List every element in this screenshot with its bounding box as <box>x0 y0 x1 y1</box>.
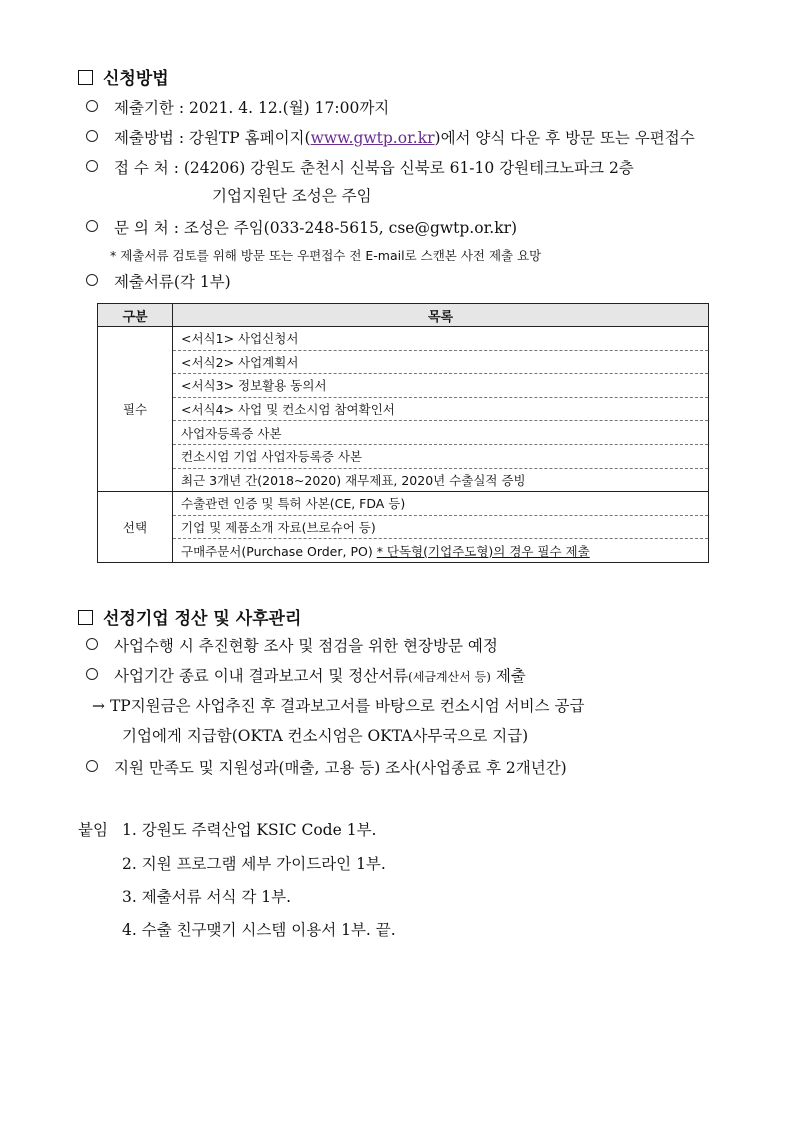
documents-label: 제출서류(각 1부) <box>114 273 231 291</box>
category-required: 필수 <box>98 327 173 492</box>
circle-bullet-icon <box>86 160 98 172</box>
table-row <box>98 397 709 421</box>
table-row <box>98 539 709 563</box>
settlement-item <box>86 756 567 778</box>
method-line <box>86 126 695 148</box>
method-text-after: )에서 양식 다운 후 방문 또는 우편접수 <box>434 129 695 147</box>
arrow-text-continued: 기업에게 지급함(OKTA 컨소시엄은 OKTA사무국으로 지급) <box>122 727 529 745</box>
section-heading-settlement <box>78 604 301 629</box>
reception-address: (24206) 강원도 춘천시 신북읍 신북로 61-10 강원테크노파크 2층 <box>183 159 634 177</box>
settlement-text: 지원 만족도 및 지원성과(매출, 고용 등) 조사(사업종료 후 2개년간) <box>114 759 567 777</box>
settlement-text-small: (세금계산서 등) <box>408 670 491 684</box>
table-row <box>98 515 709 539</box>
arrow-line <box>92 694 584 716</box>
table-row <box>98 421 709 445</box>
table-row <box>98 350 709 374</box>
attachment-item: 2. 지원 프로그램 세부 가이드라인 1부. <box>122 855 386 873</box>
homepage-link[interactable]: www.gwtp.or.kr <box>310 129 435 147</box>
circle-bullet-icon <box>86 274 98 286</box>
settlement-item <box>86 664 526 686</box>
settlement-item <box>86 634 498 656</box>
attachment-item: 1. 강원도 주력산업 KSIC Code 1부. <box>122 821 377 839</box>
inquiry-value: 조성은 주임(033-248-5615, cse@gwtp.or.kr) <box>183 219 518 237</box>
table-row <box>98 468 709 492</box>
document-item: <서식1> 사업신청서 <box>173 327 709 351</box>
po-text: 구매주문서(Purchase Order, PO) <box>181 543 377 559</box>
document-item: <서식4> 사업 및 컨소시엄 참여확인서 <box>173 397 709 421</box>
section-heading-application <box>78 64 169 89</box>
circle-bullet-icon <box>86 220 98 232</box>
document-item: 최근 3개년 간(2018~2020) 재무제표, 2020년 수출실적 증빙 <box>173 468 709 492</box>
document-item: 기업 및 제품소개 자료(브로슈어 등) <box>173 515 709 539</box>
deadline-line <box>86 96 389 118</box>
inquiry-line <box>86 216 517 238</box>
circle-bullet-icon <box>86 760 98 772</box>
circle-bullet-icon <box>86 100 98 112</box>
checkbox-square-icon <box>78 70 93 85</box>
document-item: 수출관련 인증 및 특허 사본(CE, FDA 등) <box>173 492 709 516</box>
table-row <box>98 327 709 351</box>
document-item: <서식2> 사업계획서 <box>173 350 709 374</box>
settlement-text: 사업기간 종료 이내 결과보고서 및 정산서류 <box>114 667 409 685</box>
category-optional: 선택 <box>98 492 173 563</box>
section-title: 선정기업 정산 및 사후관리 <box>103 609 302 629</box>
document-item: <서식3> 정보활용 동의서 <box>173 374 709 398</box>
deadline-value: 2021. 4. 12.(월) 17:00까지 <box>188 99 390 117</box>
arrow-icon: → <box>92 697 105 715</box>
reception-contact: 기업지원단 조성은 주임 <box>212 187 372 205</box>
table-header-row <box>98 304 709 327</box>
section-title: 신청방법 <box>103 69 169 89</box>
attachment-item: 3. 제출서류 서식 각 1부. <box>122 888 292 906</box>
circle-bullet-icon <box>86 638 98 650</box>
attachments-label: 붙임 <box>78 821 108 839</box>
deadline-label: 제출기한 : <box>114 99 185 117</box>
table-row <box>98 444 709 468</box>
settlement-text: 사업수행 시 추진현황 조사 및 점검을 위한 현장방문 예정 <box>114 637 498 655</box>
checkbox-square-icon <box>78 610 93 625</box>
header-list: 목록 <box>173 304 709 327</box>
document-item: 컨소시엄 기업 사업자등록증 사본 <box>173 444 709 468</box>
document-item: 사업자등록증 사본 <box>173 421 709 445</box>
documents-table <box>97 303 709 563</box>
header-category: 구분 <box>98 304 173 327</box>
documents-line <box>86 270 231 292</box>
circle-bullet-icon <box>86 668 98 680</box>
reception-line <box>86 156 634 178</box>
attachment-item: 4. 수출 친구맺기 시스템 이용서 1부. 끝. <box>122 921 396 939</box>
circle-bullet-icon <box>86 130 98 142</box>
method-text-before: 강원TP 홈페이지( <box>188 129 311 147</box>
submission-note: * 제출서류 검토를 위해 방문 또는 우편접수 전 E-mail로 스캔본 사전 제출 요망 <box>110 248 542 263</box>
reception-label: 접 수 처 : <box>114 159 179 177</box>
table-row <box>98 492 709 516</box>
settlement-text: 제출 <box>490 667 526 685</box>
arrow-text: TP지원금은 사업추진 후 결과보고서를 바탕으로 컨소시엄 서비스 공급 <box>109 697 585 715</box>
table-row <box>98 374 709 398</box>
document-item-po <box>173 539 709 563</box>
method-label: 제출방법 : <box>114 129 185 147</box>
inquiry-label: 문 의 처 : <box>114 219 179 237</box>
po-required-note: * 단독형(기업주도형)의 경우 필수 제출 <box>376 543 590 559</box>
